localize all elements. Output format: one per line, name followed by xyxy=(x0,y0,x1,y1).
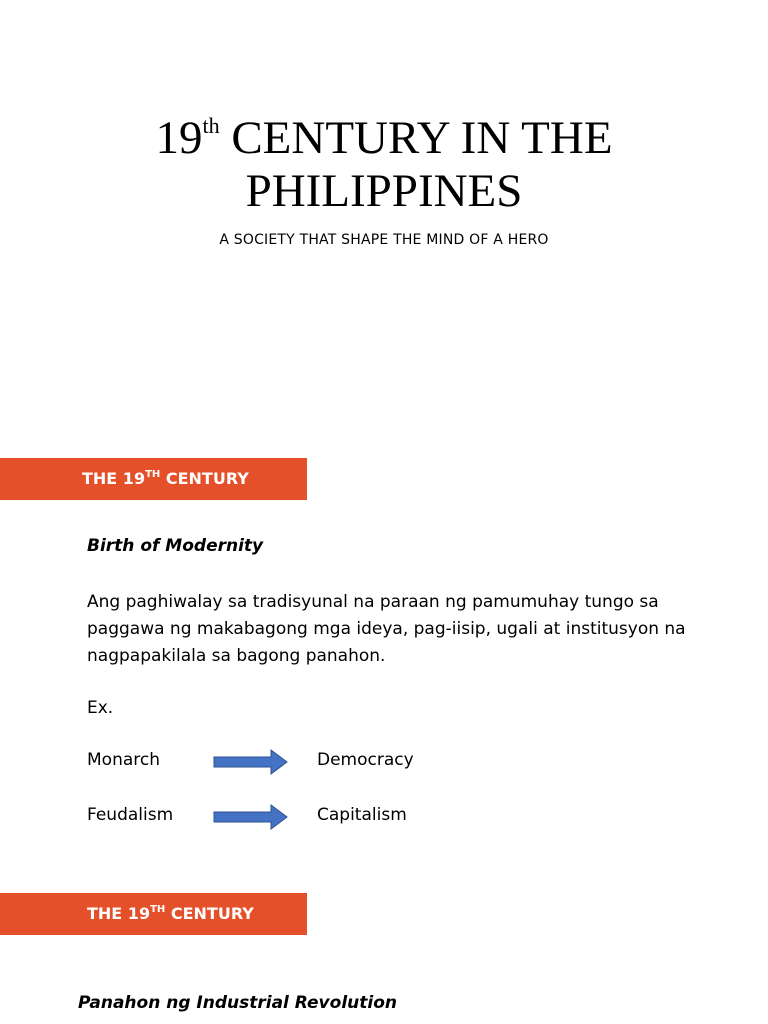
section-header-bar xyxy=(0,458,307,500)
section-paragraph: Ang paghiwalay sa tradisyunal na paraan ng pamumuhay tungo sa paggawa ng makabagong mga ideya, pag-iisip, ugali at institusyon na nagpapakilala sa bagong panahon. xyxy=(87,592,686,666)
right-arrow-icon xyxy=(213,749,289,775)
page-subtitle: A SOCIETY THAT SHAPE THE MIND OF A HERO xyxy=(219,232,549,248)
section-heading: Panahon ng Industrial Revolution xyxy=(78,993,397,1013)
section-header-superscript: TH xyxy=(145,469,161,480)
example-label: Ex. xyxy=(87,698,114,718)
section-heading: Birth of Modernity xyxy=(87,536,264,556)
transition-row xyxy=(0,749,768,775)
title-number: 19 xyxy=(155,112,203,164)
section-header-text-end: CENTURY xyxy=(165,904,254,923)
transition-to: Democracy xyxy=(317,750,414,770)
title-line2: PHILIPPINES xyxy=(245,165,523,217)
title-line1-rest: CENTURY IN THE xyxy=(219,112,613,164)
page-title xyxy=(0,112,768,218)
transition-row xyxy=(0,804,768,830)
title-slide xyxy=(0,0,768,400)
section-header-text-end: CENTURY xyxy=(160,469,249,488)
transition-to: Capitalism xyxy=(317,805,407,825)
section-header-text: THE 19 xyxy=(82,469,146,488)
section-header-bar xyxy=(0,893,307,935)
section-header-label xyxy=(87,903,254,925)
section-header-label xyxy=(82,468,249,490)
section-header-text: THE 19 xyxy=(87,904,151,923)
transition-from: Monarch xyxy=(87,750,160,770)
title-suffix: th xyxy=(202,113,220,138)
section-header-superscript: TH xyxy=(150,904,166,915)
right-arrow-icon xyxy=(213,804,289,830)
transition-from: Feudalism xyxy=(87,805,174,825)
